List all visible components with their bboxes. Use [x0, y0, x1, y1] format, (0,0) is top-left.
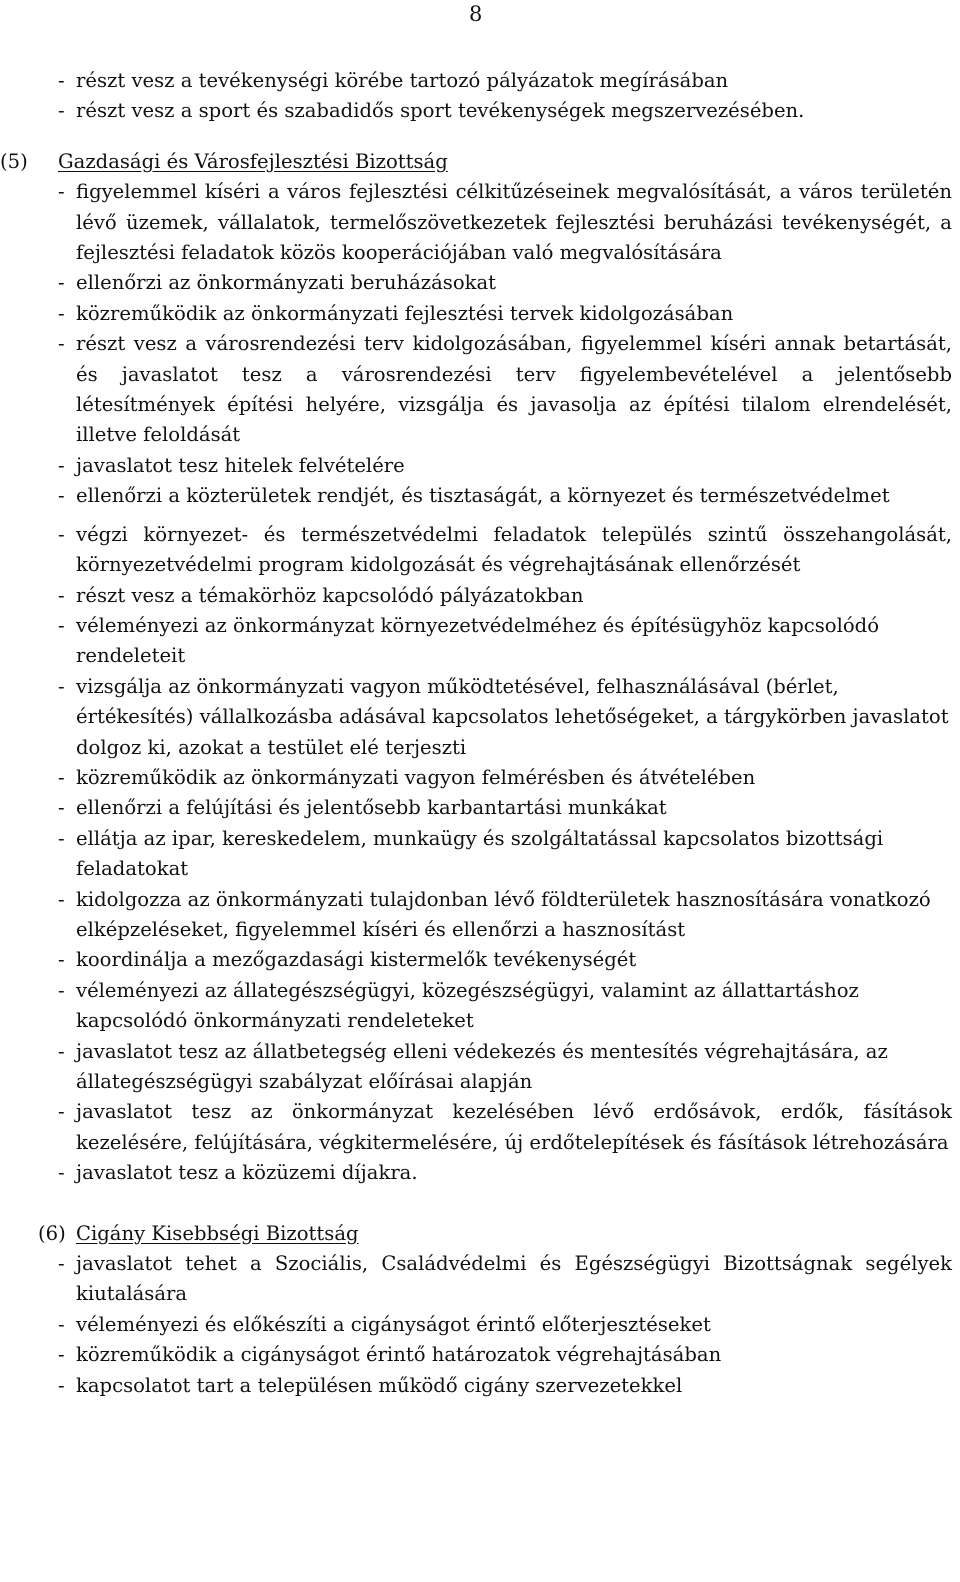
list-item: - ellenőrzi a felújítási és jelentősebb karbantartási munkákat	[58, 796, 667, 820]
list-item: - ellátja az ipar, kereskedelem, munkaügy és szolgáltatással kapcsolatos bizottsági feladatokat	[58, 826, 884, 881]
list-item: - vizsgálja az önkormányzati vagyon működtetésével, felhasználásával (bérlet, értékesítés) vállalkozásba adásával kapcsolatos lehetőségeket, a tárgykörben javaslatot dolgoz ki, azokat a testület elé terjeszti	[58, 674, 949, 759]
list-item: - javaslatot tesz a közüzemi díjakra.	[58, 1161, 418, 1185]
list-item: - javaslatot tesz hitelek felvételére	[58, 453, 405, 477]
list-item: - ellenőrzi a közterületek rendjét, és tisztaságát, a környezet és természetvédelmet	[58, 484, 890, 508]
section-6-heading	[0, 1219, 952, 1249]
list-item: - javaslatot tesz az állatbetegség elleni védekezés és mentesítés végrehajtására, az állategészségügyi szabályzat előírásai alapján	[58, 1039, 888, 1093]
list-item: - részt vesz a témakörhöz kapcsolódó pályázatokban	[58, 583, 584, 607]
section-number: (5)	[0, 149, 28, 173]
list-item: - részt vesz a tevékenységi körébe tartozó pályázatok megírásában	[58, 69, 729, 92]
list-item: - ellenőrzi az önkormányzati beruházásokat	[58, 271, 497, 295]
page-number: 8	[469, 2, 483, 26]
list-item: - közreműködik az önkormányzati fejlesztési tervek kidolgozásában	[58, 301, 734, 325]
list-item: - figyelemmel kíséri a város fejlesztési célkitűzéseinek megvalósítását, a város területén lévő üzemek, vállalatok, termelőszövetkezetek fejlesztési beruházási tevékenységét, a fejlesztési feladatok közös kooperációjában való megvalósítására	[58, 180, 952, 265]
section-title: Cigány Kisebbségi Bizottság	[76, 1221, 359, 1245]
list-item: - javaslatot tehet a Szociális, Családvédelmi és Egészségügyi Bizottságnak segélyek kiutalására	[58, 1252, 952, 1306]
list-item: - véleményezi az önkormányzat környezetvédelméhez és építésügyhöz kapcsolódó rendeleteit	[58, 613, 879, 668]
list-item: - végzi környezet- és természetvédelmi feladatok település szintű összehangolását, környezetvédelmi program kidolgozását és végrehajtásának ellenőrzését	[58, 522, 952, 577]
list-item: - kidolgozza az önkormányzati tulajdonban lévő földterületek hasznosítására vonatkozó elképzeléseket, figyelemmel kíséri és ellenőrzi a hasznosítást	[58, 887, 931, 941]
document-body	[0, 66, 952, 1401]
list-item: - részt vesz a sport és szabadidős sport tevékenységek megszervezésében.	[58, 99, 805, 123]
section-number: (6)	[38, 1221, 66, 1245]
list-item: - kapcsolatot tart a településen működő cigány szervezetekkel	[58, 1373, 683, 1397]
list-item: - javaslatot tesz az önkormányzat kezelésében lévő erdősávok, erdők, fásítások kezelésére, felújítására, végkitermelésére, új erdőtelepítések és fásítások létrehozására	[58, 1100, 952, 1154]
section-title: Gazdasági és Városfejlesztési Bizottság	[58, 149, 448, 173]
list-item: - közreműködik az önkormányzati vagyon felmérésben és átvételében	[58, 765, 756, 789]
list-item: - közreműködik a cigányságot érintő határozatok végrehajtásában	[58, 1343, 722, 1367]
list-item: - véleményezi az állategészségügyi, közegészségügyi, valamint az állattartáshoz kapcsolódó önkormányzati rendeleteket	[58, 978, 859, 1033]
list-item: - koordinálja a mezőgazdasági kistermelők tevékenységét	[58, 948, 637, 972]
list-item: - véleményezi és előkészíti a cigányságot érintő előterjesztéseket	[58, 1312, 711, 1336]
section-5-heading	[0, 147, 952, 177]
list-item: - részt vesz a városrendezési terv kidolgozásában, figyelemmel kíséri annak betartását, és javaslatot tesz a városrendezési terv figyelembevételével a jelentősebb létesítmények építési helyére, vizsgálja és javasolja az építési tilalom elrendelését, illetve feloldását	[58, 332, 952, 447]
